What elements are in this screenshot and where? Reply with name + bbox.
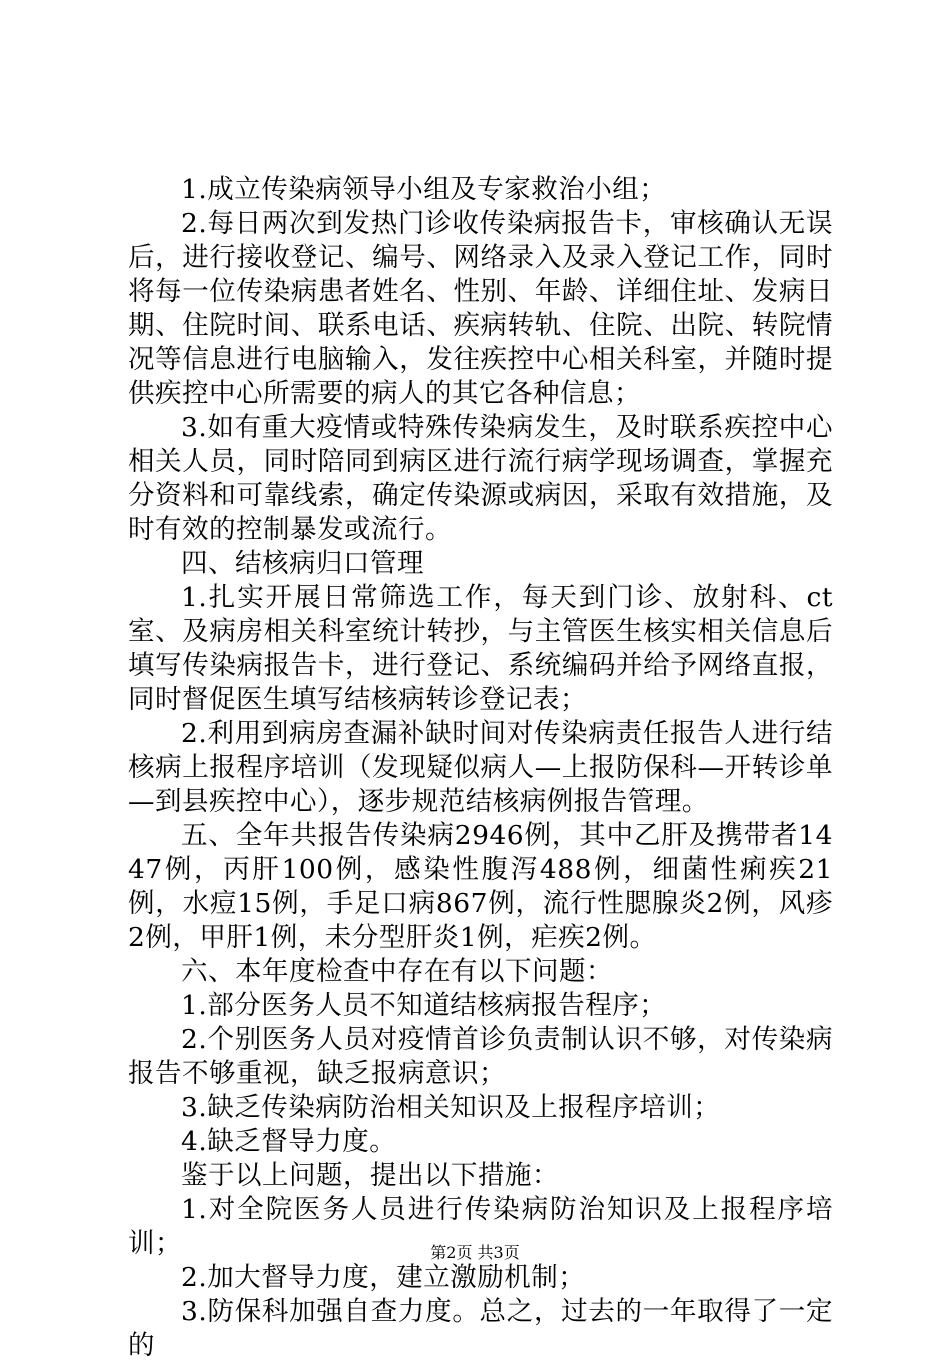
paragraph-item-3: 3.如有重大疫情或特殊传染病发生，及时联系疾控中心相关人员，同时陪同到病区进行流行病学现场调查，掌握充分资料和可靠线索，确定传染源或病因，采取有效措施，及时有效的控制暴发或流行。 (128, 412, 833, 545)
section-heading-6: 六、本年度检查中存在有以下问题： (181, 956, 613, 987)
paragraph-item-2: 2.每日两次到发热门诊收传染病报告卡，审核确认无误后，进行接收登记、编号、网络录入及录入登记工作，同时将每一位传染病患者姓名、性别、年龄、详细住址、发病日期、住院时间、联系电话、疾病转轨、住院、出院、转院情况等信息进行电脑输入，发往疾控中心相关科室，并随时提供疾控中心所需要的病人的其它各种信息； (128, 208, 833, 409)
paragraph-item-1: 1.成立传染病领导小组及专家救治小组； (181, 174, 667, 205)
paragraph-item-6: 2.利用到病房查漏补缺时间对传染病责任报告人进行结核病上报程序培训（发现疑似病人—上报防保科—开转诊单—到县疾控中心），逐步规范结核病例报告管理。 (128, 718, 833, 817)
section-statistics-5: 五、全年共报告传染病2946例，其中乙肝及携带者1447例，丙肝100例，感染性腹泻488例，细菌性痢疾21例，水痘15例，手足口病867例，流行性腮腺炎2例，风疹2例，甲肝1例，未分型肝炎1例，疟疾2例。 (128, 820, 833, 953)
problem-item-4: 4.缺乏督导力度。 (181, 1126, 397, 1157)
paragraph-item-5: 1.扎实开展日常筛选工作，每天到门诊、放射科、ct室、及病房相关科室统计转抄，与主管医生核实相关信息后填写传染病报告卡，进行登记、系统编码并给予网络直报，同时督促医生填写结核病转诊登记表； (128, 582, 833, 715)
problem-item-2: 2.个别医务人员对疫情首诊负责制认识不够，对传染病报告不够重视，缺乏报病意识； (128, 1024, 833, 1089)
document-body (128, 173, 833, 1363)
measure-item-1: 1.对全院医务人员进行传染病防治知识及上报程序培训； (128, 1194, 833, 1259)
problem-item-1: 1.部分医务人员不知道结核病报告程序； (181, 990, 667, 1021)
page-footer: 第2页 共3页 (430, 1243, 520, 1262)
measure-item-2: 2.加大督导力度，建立激励机制； (181, 1262, 586, 1293)
section-heading-4: 四、结核病归口管理 (181, 548, 424, 579)
measures-intro: 鉴于以上问题，提出以下措施： (181, 1160, 559, 1191)
measure-item-3: 3.防保科加强自查力度。总之，过去的一年取得了一定的 (128, 1296, 833, 1361)
problem-item-3: 3.缺乏传染病防治相关知识及上报程序培训； (181, 1092, 721, 1123)
